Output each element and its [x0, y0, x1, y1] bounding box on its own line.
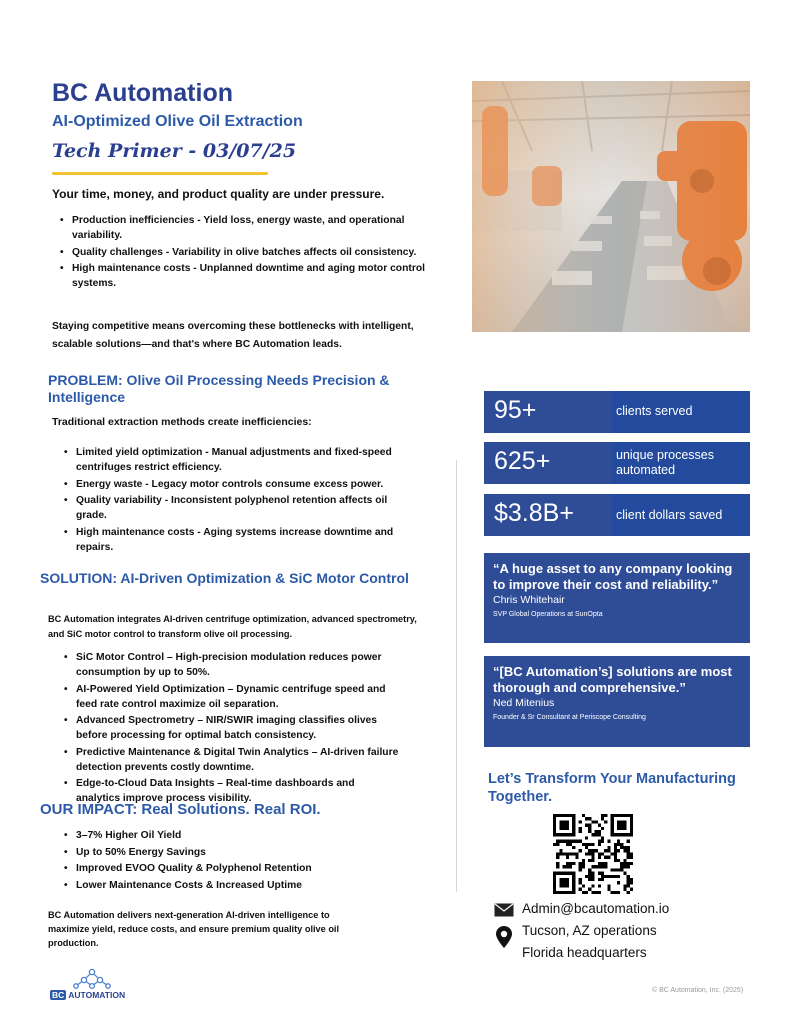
factory-photo	[472, 81, 750, 332]
impact-list	[60, 828, 380, 894]
stat-clients	[484, 391, 750, 433]
testimonial-role: SVP Global Operations at SunOpta	[493, 611, 603, 618]
intro-list	[56, 213, 428, 293]
mail-icon	[494, 903, 514, 917]
tech-primer-title: Tech Primer - 03/07/25	[52, 140, 297, 162]
testimonial-author: Chris Whitehair	[493, 594, 565, 606]
testimonial-card	[484, 656, 750, 747]
impact-heading: OUR IMPACT: Real Solutions. Real ROI.	[40, 801, 321, 818]
list-item: • Up to 50% Energy Savings	[60, 845, 380, 860]
copyright: © BC Automation, Inc. (2025)	[652, 987, 744, 994]
company-title: BC Automation	[52, 79, 233, 107]
location-text: Tucson, AZ operations	[522, 923, 657, 938]
list-item: • 3–7% Higher Oil Yield	[60, 828, 380, 843]
list-item: • Improved EVOO Quality & Polyphenol Retention	[60, 861, 380, 876]
stat-label: clients served	[616, 404, 693, 418]
intro-heading: Your time, money, and product quality are under pressure.	[52, 187, 385, 201]
solution-list	[60, 650, 400, 808]
list-item: • High maintenance costs - Aging systems increase downtime and repairs.	[60, 525, 420, 555]
company-logo	[50, 968, 130, 1002]
email-link[interactable]: Admin@bcautomation.io	[522, 901, 670, 916]
testimonial-quote: “[BC Automation’s] solutions are most thorough and comprehensive.”	[493, 664, 732, 695]
solution-intro: BC Automation integrates AI-driven centrifuge optimization, advanced spectrometry, and SiC motor control to transform olive oil processing.	[48, 614, 417, 639]
testimonial-card	[484, 553, 750, 643]
list-item: • Production inefficiencies - Yield loss, energy waste, and operational variability.	[56, 213, 428, 243]
qr-code[interactable]	[553, 814, 633, 894]
cta-heading: Let’s Transform Your Manufacturing Together.	[488, 771, 736, 805]
list-item: • Predictive Maintenance & Digital Twin Analytics – AI-driven failure detection prevents costly downtime.	[60, 745, 400, 775]
list-item: • Lower Maintenance Costs & Increased Uptime	[60, 878, 380, 893]
stat-value: 625+	[494, 447, 551, 475]
impact-closing: BC Automation delivers next-generation AI-driven intelligence to maximize yield, reduce costs, and ensure premium quality olive oil production.	[48, 910, 340, 948]
list-item: • SiC Motor Control – High-precision modulation reduces power consumption by up to 50%.	[60, 650, 400, 680]
solution-heading: SOLUTION: AI-Driven Optimization & SiC Motor Control	[40, 570, 409, 586]
problem-heading: PROBLEM: Olive Oil Processing Needs Precision & Intelligence	[48, 372, 390, 405]
stat-label: unique processes automated	[616, 448, 714, 477]
problem-intro: Traditional extraction methods create inefficiencies:	[52, 416, 312, 428]
stat-processes	[484, 442, 750, 484]
intro-closing: Staying competitive means overcoming these bottlenecks with intelligent, scalable solutions—and that's where BC Automation leads.	[52, 321, 414, 350]
stat-savings	[484, 494, 750, 536]
list-item: • Limited yield optimization - Manual adjustments and fixed-speed centrifuges restrict efficiency.	[60, 445, 420, 475]
column-divider	[456, 460, 457, 892]
list-item: • Energy waste - Legacy motor controls consume excess power.	[60, 477, 420, 492]
list-item: • Quality challenges - Variability in olive batches affects oil consistency.	[56, 245, 428, 260]
problem-list	[60, 445, 420, 556]
list-item: • Quality variability - Inconsistent polyphenol retention affects oil grade.	[60, 493, 420, 523]
list-item: • Edge-to-Cloud Data Insights – Real-time dashboards and analytics improve process visibility.	[60, 776, 400, 806]
logo-wordmark: BC AUTOMATION	[52, 990, 126, 1000]
stat-value: 95+	[494, 396, 537, 424]
title-underline	[52, 172, 268, 175]
stat-value: $3.8B+	[494, 499, 574, 527]
location-text: Florida headquarters	[522, 945, 647, 960]
testimonial-author: Ned Mitenius	[493, 697, 555, 709]
network-icon	[72, 968, 112, 990]
map-pin-icon	[496, 926, 512, 948]
stat-label: client dollars saved	[616, 508, 723, 522]
list-item: • AI-Powered Yield Optimization – Dynamic centrifuge speed and feed rate control maximize oil separation.	[60, 682, 400, 712]
list-item: • High maintenance costs - Unplanned downtime and aging motor control systems.	[56, 261, 428, 291]
list-item: • Advanced Spectrometry – NIR/SWIR imaging classifies olives before processing for optimal batch consistency.	[60, 713, 400, 743]
document-subtitle: AI-Optimized Olive Oil Extraction	[52, 113, 303, 130]
testimonial-role: Founder & Sr Consultant at Periscope Consulting	[493, 714, 646, 721]
testimonial-quote: “A huge asset to any company looking to improve their cost and reliability.”	[493, 561, 733, 592]
